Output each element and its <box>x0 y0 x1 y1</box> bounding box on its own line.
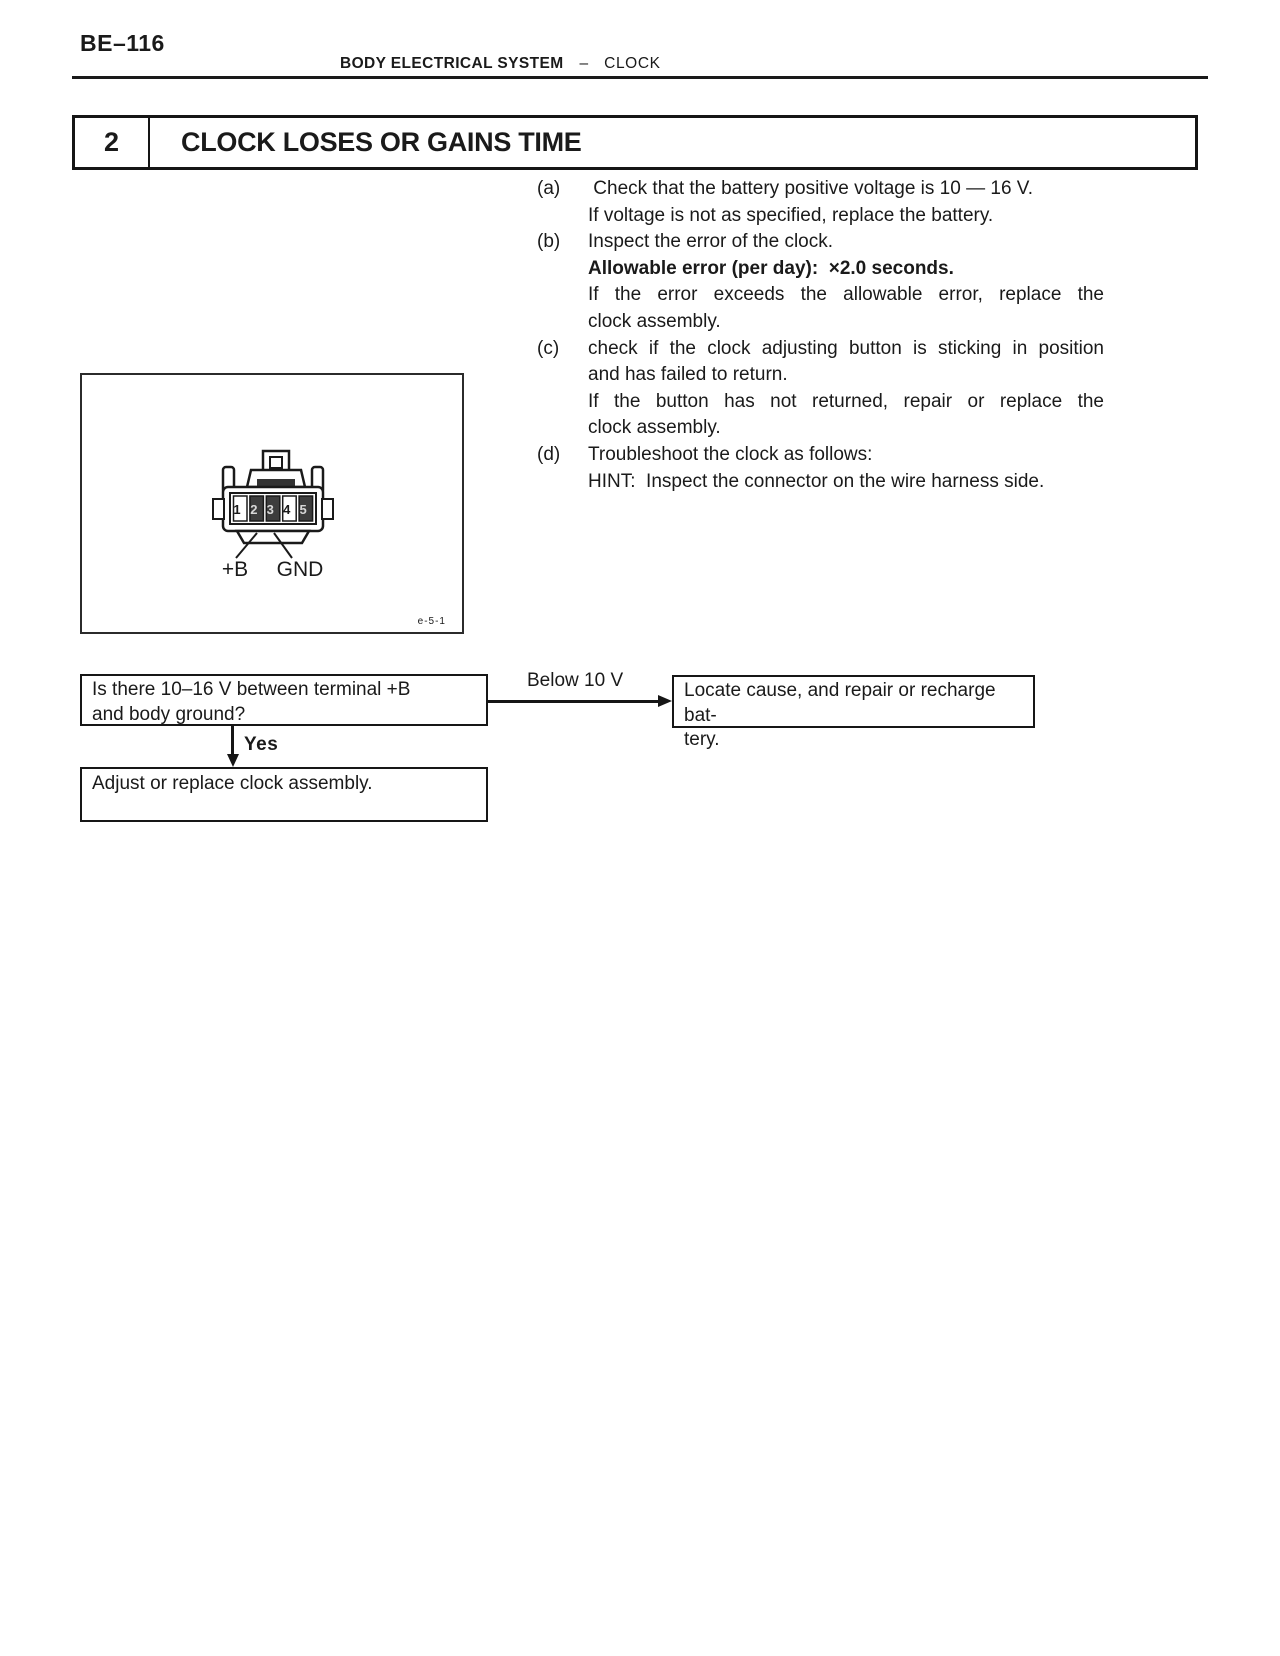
yes-label: Yes <box>244 734 279 755</box>
flow-question-line: and body ground? <box>92 703 246 725</box>
procedure-list <box>537 176 1104 495</box>
section-heading-box <box>72 115 1198 170</box>
system-title: BODY ELECTRICAL SYSTEM <box>340 55 564 72</box>
pin-number: 1 <box>233 502 241 517</box>
header-rule <box>72 76 1208 79</box>
arrow-down-line <box>231 725 234 755</box>
pin-number: 2 <box>250 502 258 517</box>
flow-question-box <box>80 674 488 726</box>
connector-diagram <box>82 375 461 631</box>
procedure-line: If the button has not returned, repair or replace the <box>588 390 1104 412</box>
procedure-item-b <box>537 229 1104 335</box>
section-number: 2 <box>75 118 150 167</box>
flow-result-line: Locate cause, and repair or recharge bat- <box>684 680 996 726</box>
connector-ear-right <box>322 499 333 519</box>
arrow-right-line <box>488 700 660 703</box>
below-10v-label: Below 10 V <box>527 670 624 691</box>
procedure-line: If the error exceeds the allowable error, replace the <box>588 284 1104 306</box>
procedure-line: clock assembly. <box>588 310 721 332</box>
procedure-item-c <box>537 336 1104 442</box>
hint-line: HINT: Inspect the connector on the wire harness side. <box>588 470 1045 492</box>
flow-action-line: Adjust or replace clock assembly. <box>92 773 373 794</box>
connector-keyway <box>257 479 295 486</box>
latch-hole <box>270 457 282 468</box>
running-header <box>340 55 661 73</box>
section-heading: CLOCK LOSES OR GAINS TIME <box>181 127 582 157</box>
flow-question-line: Is there 10–16 V between terminal +B <box>92 679 411 700</box>
procedure-line: Troubleshoot the clock as follows: <box>588 443 873 465</box>
item-label: (b) <box>537 231 561 253</box>
item-label: (a) <box>537 178 561 199</box>
item-label: (c) <box>537 337 560 359</box>
procedure-line: If voltage is not as specified, replace the battery. <box>588 204 994 226</box>
procedure-line: clock assembly. <box>588 417 721 439</box>
flow-action-box <box>80 767 488 822</box>
plus-b-label: +B <box>221 558 249 581</box>
procedure-line: check if the clock adjusting button is sticking in position <box>588 337 1104 359</box>
procedure-item-a <box>537 176 1104 229</box>
pin-number: 5 <box>299 502 307 517</box>
procedure-line: Inspect the error of the clock. <box>588 231 834 253</box>
connector-figure <box>80 373 464 634</box>
connector-base <box>237 531 309 543</box>
figure-code: e-5-1 <box>417 616 446 627</box>
item-label: (d) <box>537 443 561 465</box>
flow-result-box <box>672 675 1035 750</box>
procedure-item-d <box>537 442 1104 495</box>
header-separator: – <box>579 55 589 72</box>
arrow-right-icon <box>658 695 672 707</box>
connector-ear-left <box>213 499 224 519</box>
procedure-line: Check that the battery positive voltage is 10 — 16 V. <box>588 178 1033 199</box>
flow-result-line: tery. <box>684 729 720 750</box>
pin-number: 3 <box>266 502 274 517</box>
procedure-line: and has failed to return. <box>588 364 788 386</box>
page-code: BE–116 <box>80 30 165 56</box>
pin-number: 4 <box>283 502 291 517</box>
gnd-label: GND <box>276 558 324 581</box>
arrow-down-icon <box>227 754 239 767</box>
spec-line: Allowable error (per day): ×2.0 seconds. <box>588 257 954 279</box>
section-title: CLOCK <box>604 55 661 72</box>
